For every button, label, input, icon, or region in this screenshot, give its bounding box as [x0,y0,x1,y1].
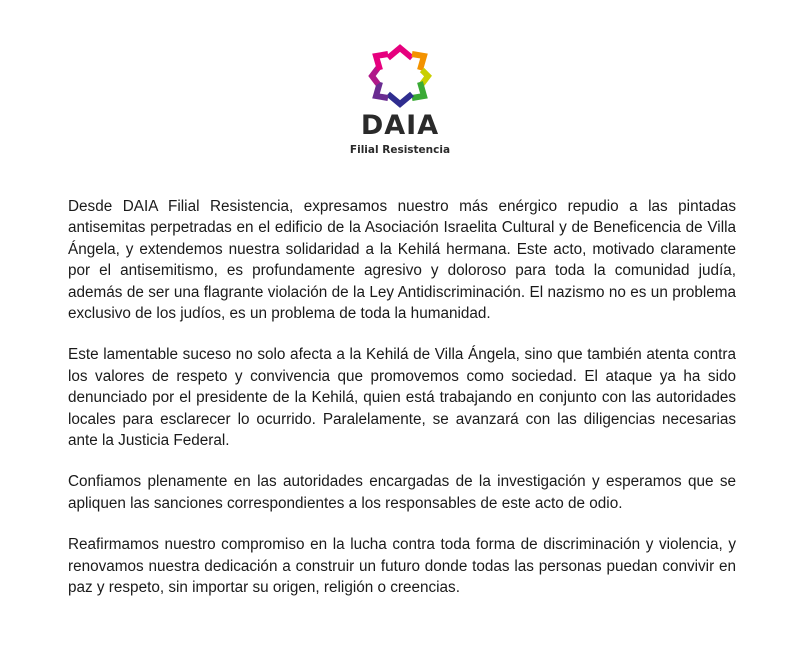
star-of-david-icon [368,44,432,108]
statement-body [68,196,736,619]
brand-branch: Filial Resistencia [349,144,451,156]
daia-logo [345,44,455,156]
statement-paragraph-1: Desde DAIA Filial Resistencia, expresamos nuestro más enérgico repudio a las pintadas antisemitas perpetradas en el edificio de la Asociación Israelita Cultural y de Beneficencia de Villa Ángela, y extendemos nuestra solidaridad a la Kehilá hermana. Este acto, motivado claramente por el antisemitismo, es profundamente agresivo y doloroso para toda la comunidad judía, además de ser una flagrante violación de la Ley Antidiscriminación. El nazismo no es un problema exclusivo de los judíos, es un problema de toda la humanidad. [68,198,736,323]
statement-paragraph-4: Reafirmamos nuestro compromiso en la lucha contra toda forma de discriminación y violencia, y renovamos nuestra dedicación a construir un futuro donde todas las personas puedan convivir en paz y respeto, sin importar su origen, religión o creencias. [68,536,736,597]
statement-paragraph-3: Confiamos plenamente en las autoridades encargadas de la investigación y esperamos que se apliquen las sanciones correspondientes a los responsables de este acto de odio. [68,473,736,512]
statement-paragraph-2: Este lamentable suceso no solo afecta a la Kehilá de Villa Ángela, sino que también atenta contra los valores de respeto y convivencia que promovemos como sociedad. El ataque ya ha sido denunciado por el presidente de la Kehilá, quien está trabajando en conjunto con las autoridades locales para esclarecer lo ocurrido. Paralelamente, se avanzará con las diligencias necesarias ante la Justicia Federal. [68,346,736,450]
brand-name: DAIA [360,110,440,141]
